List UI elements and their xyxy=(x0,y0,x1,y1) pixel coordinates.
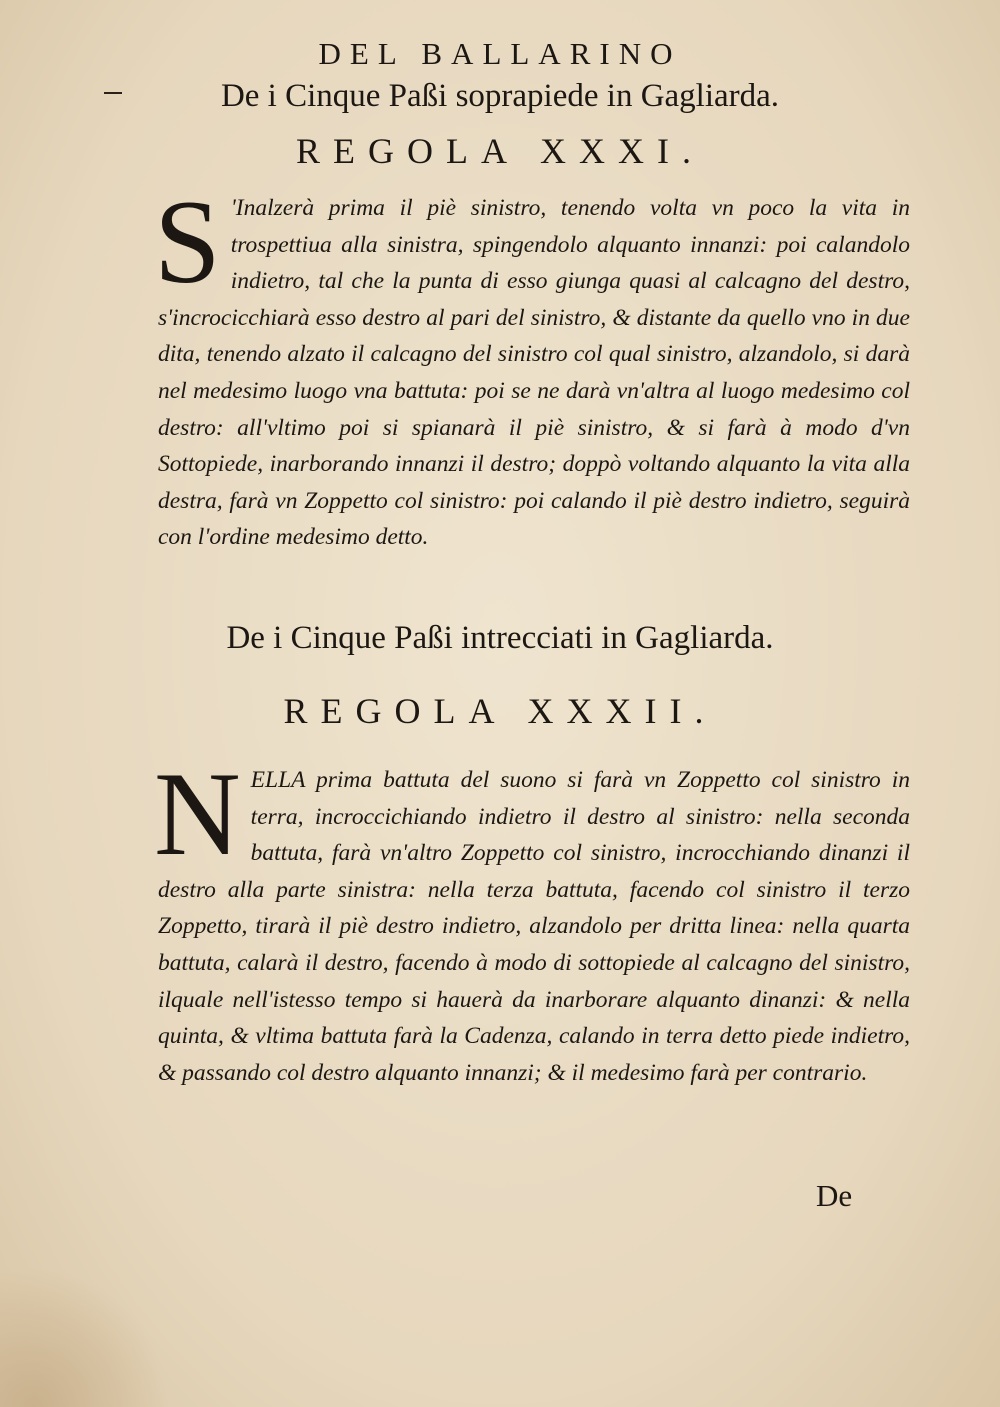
rule-heading-1: REGOLA XXXI. xyxy=(296,131,704,171)
rule-heading-2: REGOLA XXXII. xyxy=(283,691,717,731)
drop-cap: N xyxy=(154,747,241,880)
paragraph-2 xyxy=(154,747,910,1091)
paragraph-text: 'Inalzerà prima il piè sinistro, tenendo volta vn poco la vita in trospettiua alla sinistra, spingendolo alquanto innanzi: poi calandolo indietro, tal che la punta di esso giunga quasi al calcagno del destro, s'incrocicchiarà esso destro al pari del sinistro, & distante da quello vno in due dita, tenendo alzato il calcagno del sinistro col qual sinistro, alzandolo, si darà nel medesimo luogo vna battuta: poi se ne darà vn'altra al luogo medesimo col destro: all'vltimo poi si spianarà il piè sinistro, & si farà à modo d'vn Sottopiede, inarborando innanzi il destro; doppò voltando alquanto la vita alla destra, farà vn Zoppetto col sinistro: poi calando il piè destro indietro, seguirà con l'ordine medesimo detto. xyxy=(158,195,910,551)
drop-cap: S xyxy=(154,175,221,308)
section-title-1: De i Cinque Paßi soprapiede in Gagliarda. xyxy=(220,78,780,114)
running-head: DEL BALLARINO xyxy=(318,36,682,71)
catchword: De xyxy=(816,1178,853,1213)
paragraph-1 xyxy=(154,175,910,556)
paragraph-text: ELLA prima battuta del suono si farà vn Zoppetto col sinistro in terra, incroccichiando indietro il destro al sinistro: nella seconda battuta, farà vn'altro Zoppetto col sinistro, incrocchiando dinanzi il destro alla parte sinistra: nella terza battuta, facendo col sinistro il terzo Zoppetto, tirarà il piè destro indietro, alzandolo per dritta linea: nella quarta battuta, calarà il destro, facendo à modo di sottopiede al calcagno del sinistro, ilquale nell'istesso tempo si hauerà da inarborare alquanto dinanzi: & nella quinta, & vltima battuta farà la Cadenza, calando in terra detto piede indietro, & passando col destro alquanto innanzi; & il medesimo farà per contrario. xyxy=(158,767,910,1086)
page-stain xyxy=(0,1267,170,1407)
section-title-2: De i Cinque Paßi intrecciati in Gagliarda. xyxy=(226,620,774,656)
